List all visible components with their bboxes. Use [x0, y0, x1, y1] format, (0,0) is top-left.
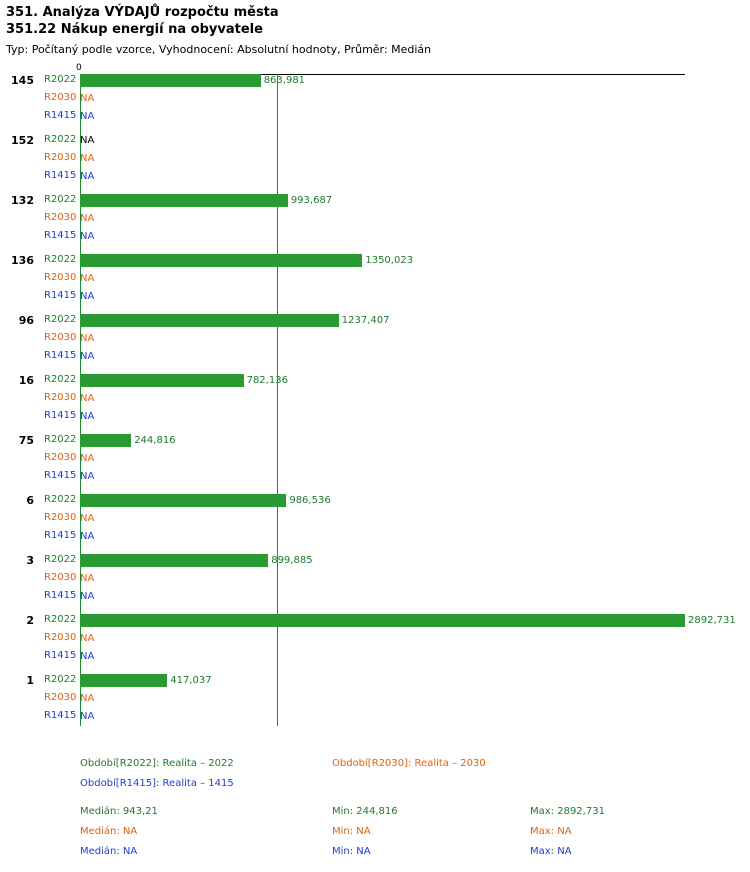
series-label-r2030: R2030	[44, 632, 77, 643]
group-label: 16	[18, 374, 34, 387]
series-label-r1415: R1415	[44, 410, 77, 421]
series-label-r2030: R2030	[44, 272, 77, 283]
series-label-r2022: R2022	[44, 254, 77, 265]
bar-row	[44, 407, 750, 425]
bar-row	[44, 491, 750, 509]
legend-series-r1415: Období[R1415]: Realita – 1415	[80, 778, 234, 789]
bar-row	[44, 371, 750, 389]
bar-value-label: 863,981	[263, 75, 306, 86]
series-label-r1415: R1415	[44, 110, 77, 121]
stat-median-r2022: Medián: 943,21	[80, 806, 158, 817]
series-label-r2030: R2030	[44, 452, 77, 463]
series-label-r1415: R1415	[44, 170, 77, 181]
stat-median-r2030: Medián: NA	[80, 826, 138, 837]
legend-stats-r2030	[0, 826, 750, 846]
bar-na-label: NA	[80, 273, 95, 284]
series-label-r1415: R1415	[44, 530, 77, 541]
series-label-r2022: R2022	[44, 74, 77, 85]
bar-na-label: NA	[80, 153, 95, 164]
bar-row	[44, 647, 750, 665]
stat-max-r1415: Max: NA	[530, 846, 572, 857]
chart-subtitle: Typ: Počítaný podle vzorce, Vyhodnocení: Absolutní hodnoty, Průměr: Medián	[6, 43, 432, 56]
bar-value-label: 986,536	[289, 495, 331, 506]
bar-na-label: NA	[80, 93, 95, 104]
stat-min-r2022: Min: 244,816	[332, 806, 398, 817]
bar-row	[44, 347, 750, 365]
bar	[80, 74, 261, 87]
bar	[80, 314, 339, 327]
stat-median-r1415: Medián: NA	[80, 846, 138, 857]
bar-na-label: NA	[80, 573, 95, 584]
stat-min-r2030: Min: NA	[332, 826, 371, 837]
bar-row	[44, 569, 750, 587]
series-label-r2022: R2022	[44, 314, 77, 325]
legend-spacer	[0, 798, 750, 806]
bar-value-label: 417,037	[170, 675, 212, 686]
legend-stats-r1415	[0, 846, 750, 866]
bar-row	[44, 311, 750, 329]
stat-max-r2022: Max: 2892,731	[530, 806, 605, 817]
group-label: 152	[11, 134, 34, 147]
series-label-r2030: R2030	[44, 692, 77, 703]
bar-value-label: 782,136	[246, 375, 288, 386]
series-label-r1415: R1415	[44, 350, 77, 361]
series-label-r1415: R1415	[44, 710, 77, 721]
bar	[80, 374, 244, 387]
series-label-r2030: R2030	[44, 152, 77, 163]
bar-row	[44, 509, 750, 527]
bar-na-label: NA	[80, 333, 95, 344]
series-label-r2022: R2022	[44, 374, 77, 385]
series-label-r1415: R1415	[44, 470, 77, 481]
legend-row-2	[0, 778, 750, 798]
bar-na-label: NA	[80, 291, 95, 302]
bar-row	[44, 167, 750, 185]
title-line-2: 351.22 Nákup energií na obyvatele	[6, 22, 263, 37]
series-label-r2022: R2022	[44, 494, 77, 505]
group-label: 136	[11, 254, 34, 267]
group-label: 96	[18, 314, 34, 327]
chart-legend	[0, 758, 750, 866]
bar-row	[44, 251, 750, 269]
bar-na-label: NA	[80, 453, 95, 464]
bar-value-label: 244,816	[134, 435, 176, 446]
bar-na-label: NA	[80, 531, 95, 542]
bar-row	[44, 389, 750, 407]
bar-na-label: NA	[80, 711, 95, 722]
bar-value-label: 1350,023	[365, 255, 414, 266]
group-label: 2	[26, 614, 34, 627]
bar-row	[44, 467, 750, 485]
bar-row	[44, 269, 750, 287]
bar-na-label: NA	[80, 693, 95, 704]
series-label-r1415: R1415	[44, 230, 77, 241]
bar-row	[44, 527, 750, 545]
group-label: 132	[11, 194, 34, 207]
series-label-r2030: R2030	[44, 512, 77, 523]
bar-na-label: NA	[80, 393, 95, 404]
bar	[80, 194, 288, 207]
series-label-r2022: R2022	[44, 614, 77, 625]
bar-value-label: 993,687	[290, 195, 333, 206]
series-label-r2022: R2022	[44, 674, 77, 685]
bar-row	[44, 431, 750, 449]
bar-value-label: 899,885	[271, 555, 313, 566]
series-label-r2022: R2022	[44, 554, 77, 565]
legend-row-1	[0, 758, 750, 778]
bar-row	[44, 191, 750, 209]
bar-na-label: NA	[80, 213, 95, 224]
legend-stats-r2022	[0, 806, 750, 826]
axis-zero-label: 0	[76, 63, 82, 73]
bar-na-label: NA	[80, 633, 95, 644]
bar-row	[44, 89, 750, 107]
bar-na-label: NA	[80, 471, 95, 482]
bar	[80, 554, 268, 567]
bar-row	[44, 707, 750, 725]
series-label-r2022: R2022	[44, 134, 77, 145]
bar-row	[44, 671, 750, 689]
bar-row	[44, 149, 750, 167]
bar-row	[44, 209, 750, 227]
series-label-r1415: R1415	[44, 290, 77, 301]
series-label-r2030: R2030	[44, 212, 77, 223]
group-label: 145	[11, 74, 34, 87]
series-label-r2030: R2030	[44, 92, 77, 103]
group-label: 3	[26, 554, 34, 567]
bar	[80, 614, 685, 627]
bar-na-label: NA	[80, 135, 95, 146]
bar	[80, 434, 131, 447]
bar-na-label: NA	[80, 171, 95, 182]
group-label: 6	[26, 494, 34, 507]
series-label-r2030: R2030	[44, 332, 77, 343]
series-label-r2022: R2022	[44, 434, 77, 445]
bar-value-label: 1237,407	[341, 315, 390, 326]
stat-min-r1415: Min: NA	[332, 846, 371, 857]
bar	[80, 674, 167, 687]
series-label-r2022: R2022	[44, 194, 77, 205]
bar-row	[44, 587, 750, 605]
title-line-1: 351. Analýza VÝDAJŮ rozpočtu města	[6, 5, 279, 20]
bar-row	[44, 449, 750, 467]
bar-row	[44, 329, 750, 347]
series-label-r1415: R1415	[44, 650, 77, 661]
group-label: 75	[18, 434, 34, 447]
bar	[80, 254, 362, 267]
page-title	[0, 0, 750, 38]
bar-row	[44, 629, 750, 647]
bar-row	[44, 71, 750, 89]
legend-series-r2030: Období[R2030]: Realita – 2030	[332, 758, 486, 769]
bar	[80, 494, 286, 507]
bar-value-label: 2892,731	[688, 615, 736, 626]
bar-na-label: NA	[80, 651, 95, 662]
bar-na-label: NA	[80, 111, 95, 122]
bar-row	[44, 131, 750, 149]
bar-na-label: NA	[80, 351, 95, 362]
group-label: 1	[26, 674, 34, 687]
bar-row	[44, 551, 750, 569]
bar-row	[44, 227, 750, 245]
bar-na-label: NA	[80, 411, 95, 422]
stat-max-r2030: Max: NA	[530, 826, 572, 837]
bar-row	[44, 287, 750, 305]
bar-row	[44, 611, 750, 629]
chart-plot-area	[0, 63, 750, 743]
bar-row	[44, 689, 750, 707]
bar-row	[44, 107, 750, 125]
series-label-r2030: R2030	[44, 392, 77, 403]
bar-na-label: NA	[80, 231, 95, 242]
bar-na-label: NA	[80, 591, 95, 602]
series-label-r1415: R1415	[44, 590, 77, 601]
series-label-r2030: R2030	[44, 572, 77, 583]
bar-na-label: NA	[80, 513, 95, 524]
legend-series-r2022: Období[R2022]: Realita – 2022	[80, 758, 234, 769]
